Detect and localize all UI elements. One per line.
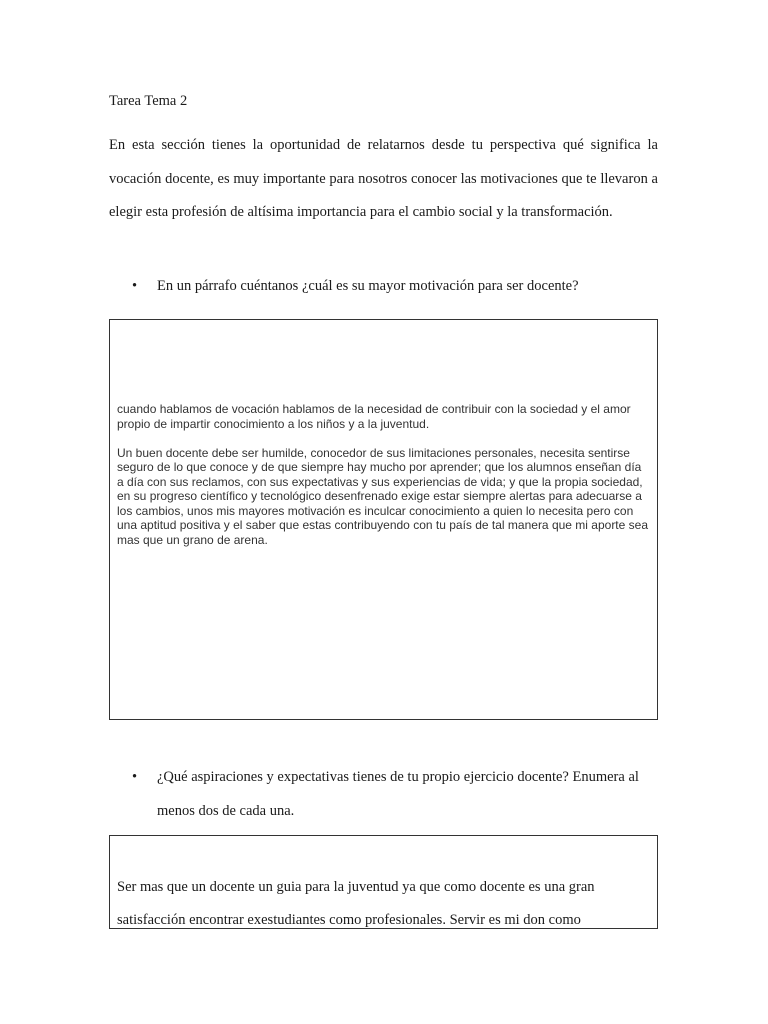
answer-1-content	[117, 402, 651, 562]
question-1-text: En un párrafo cuéntanos ¿cuál es su mayor motivación para ser docente?	[157, 278, 579, 294]
document-title: Tarea Tema 2	[109, 93, 188, 109]
answer-1-paragraph-1: cuando hablamos de vocación hablamos de la necesidad de contribuir con la sociedad y el amor propio de impartir conocimiento a los niños y a la juventud.	[117, 402, 631, 431]
bullet-icon: •	[132, 278, 138, 294]
answer-1-paragraph-2: Un buen docente debe ser humilde, conocedor de sus limitaciones personales, necesita sentirse seguro de lo que conoce y de que siempre hay mucho por aprender; que los alumnos enseñan día a día con sus reclamos, con sus expectativas y sus experiencias de vida; y que la propia sociedad, en su progreso científico y tecnológico desenfrenado exige estar siempre alertas para adecuarse a los cambios, unos mis mayores motivación es inculcar conocimiento a quien lo necesita pero con una aptitud positiva y el saber que estas contribuyendo con tu país de tal manera que mi aporte sea mas que un grano de arena.	[117, 445, 648, 547]
question-2-text: ¿Qué aspiraciones y expectativas tienes de tu propio ejercicio docente? Enumera al menos dos de cada una.	[157, 769, 639, 819]
intro-paragraph: En esta sección tienes la oportunidad de relatarnos desde tu perspectiva qué significa la vocación docente, es muy importante para nosotros conocer las motivaciones que te llevaron a elegir esta profesión de altísima importancia para el cambio social y la transformación.	[109, 137, 658, 221]
answer-2-box[interactable]	[109, 835, 658, 929]
question-1	[132, 276, 658, 296]
question-2	[132, 761, 658, 828]
answer-1-box[interactable]	[109, 319, 658, 720]
answer-2-content: Ser mas que un docente un guia para la juventud ya que como docente es una gran satisfacción encontrar exestudiantes como profesionales. Servir es mi don como	[117, 879, 595, 928]
bullet-icon: •	[132, 769, 138, 785]
